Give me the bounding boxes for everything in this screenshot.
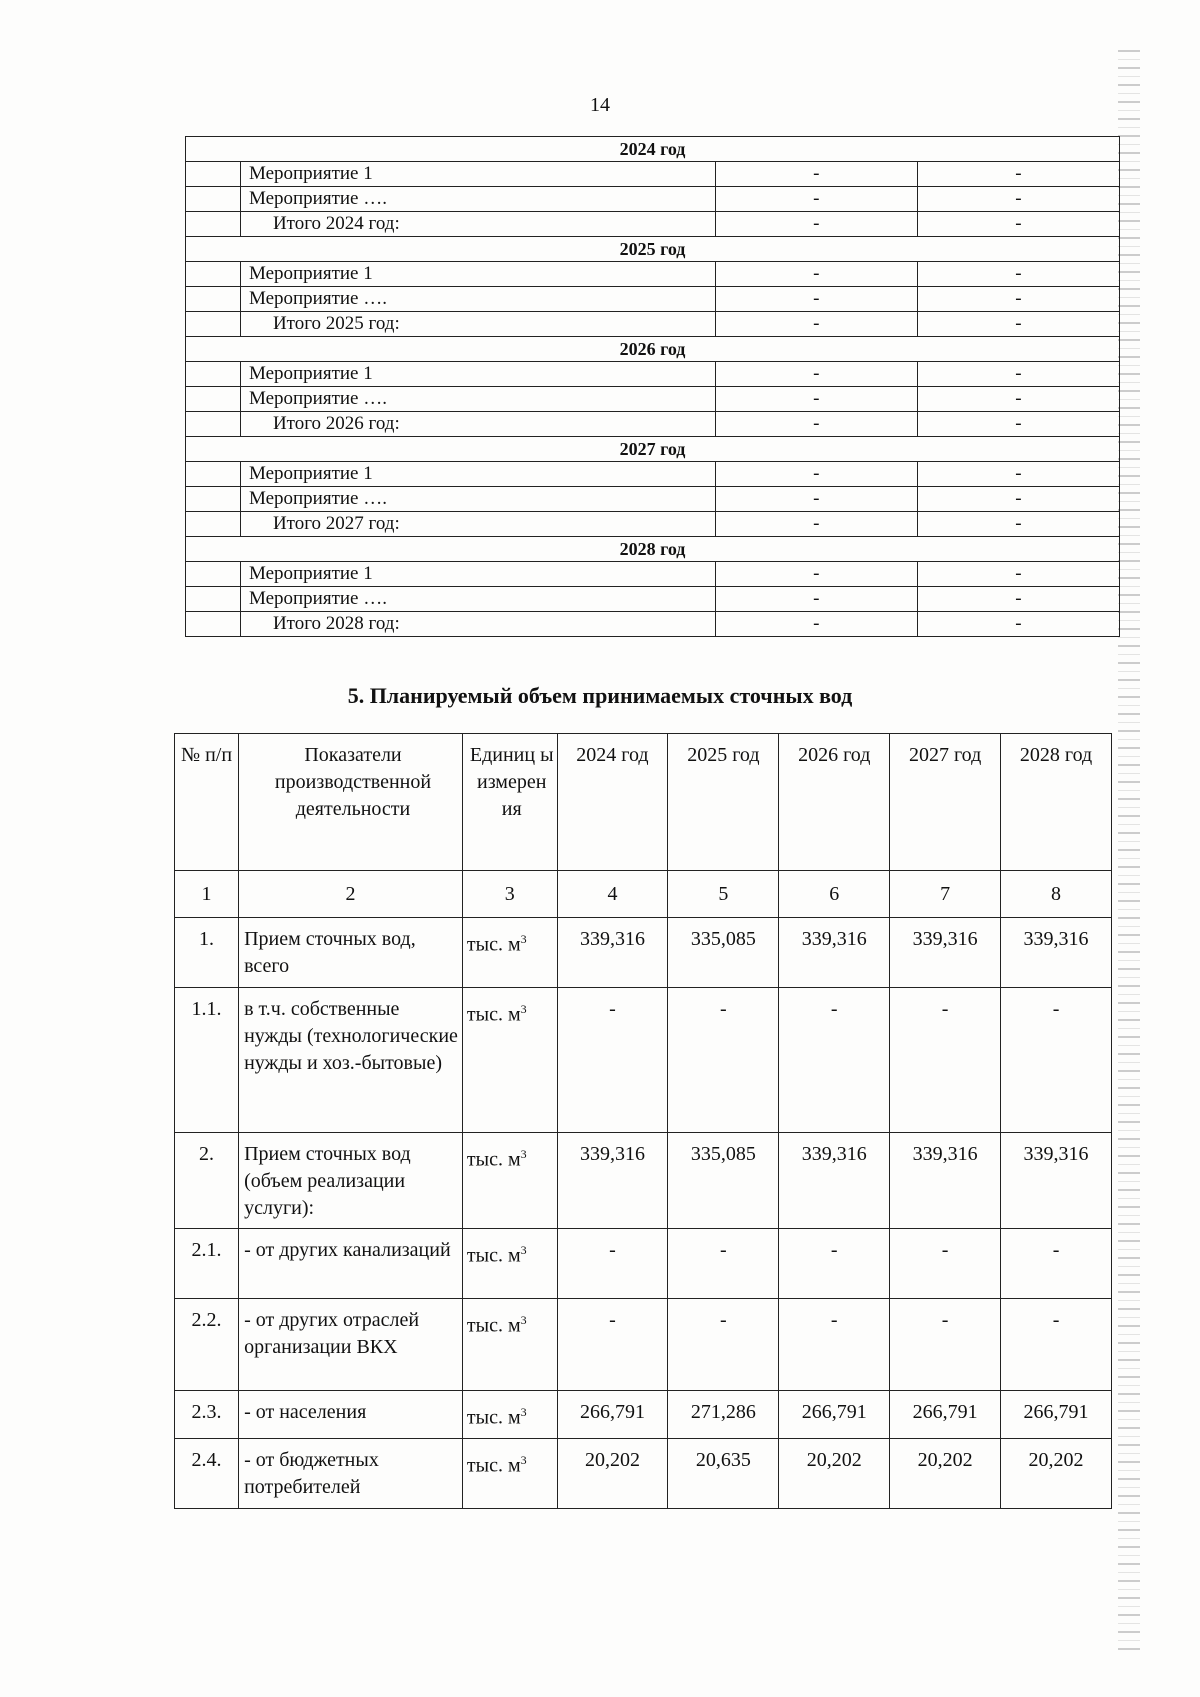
unit-base: тыс. м <box>466 933 521 956</box>
measure-name: Итого 2028 год: <box>240 612 715 637</box>
measure-num-cell <box>186 512 241 537</box>
measure-value-1: - <box>715 562 917 587</box>
measure-value-1: - <box>715 212 917 237</box>
measure-num-cell <box>186 162 241 187</box>
unit-cell <box>462 1299 557 1391</box>
measure-value-2: - <box>917 612 1119 637</box>
unit-base: тыс. м <box>466 1406 521 1429</box>
measure-value-2: - <box>917 262 1119 287</box>
measure-num-cell <box>186 412 241 437</box>
value-2025: - <box>668 1229 779 1299</box>
page-number: 14 <box>590 94 610 116</box>
measure-name: Мероприятие …. <box>240 287 715 312</box>
measure-value-2: - <box>917 362 1119 387</box>
measure-value-2: - <box>917 312 1119 337</box>
value-2024: 266,791 <box>557 1391 668 1439</box>
year-title: 2026 год <box>186 337 1120 362</box>
unit-cell <box>462 1229 557 1299</box>
measure-name: Мероприятие …. <box>240 487 715 512</box>
value-2025: 335,085 <box>668 918 779 988</box>
value-2026: - <box>779 1299 890 1391</box>
header-2027: 2027 год <box>890 734 1001 871</box>
value-2028: 339,316 <box>1001 918 1112 988</box>
measure-num-cell <box>186 587 241 612</box>
header-unit: Единиц ы измерен ия <box>462 734 557 871</box>
value-2026: 339,316 <box>779 1133 890 1229</box>
header-2028: 2028 год <box>1001 734 1112 871</box>
value-2026: 339,316 <box>779 918 890 988</box>
column-number: 7 <box>890 871 1001 918</box>
measure-row <box>186 162 1120 187</box>
value-2027: 339,316 <box>890 918 1001 988</box>
indicator-name: Прием сточных вод (объем реализации услуги): <box>239 1133 463 1229</box>
indicator-name: Прием сточных вод, всего <box>239 918 463 988</box>
year-title: 2027 год <box>186 437 1120 462</box>
measure-name: Итого 2025 год: <box>240 312 715 337</box>
value-2027: - <box>890 1299 1001 1391</box>
value-2028: - <box>1001 988 1112 1133</box>
measure-value-1: - <box>715 187 917 212</box>
value-2025: 20,635 <box>668 1439 779 1509</box>
measure-value-2: - <box>917 587 1119 612</box>
measure-value-1: - <box>715 512 917 537</box>
unit-base: тыс. м <box>466 1314 521 1337</box>
value-2025: 271,286 <box>668 1391 779 1439</box>
column-number: 1 <box>175 871 239 918</box>
measure-name: Итого 2027 год: <box>240 512 715 537</box>
measure-value-2: - <box>917 387 1119 412</box>
unit-exponent: 3 <box>520 932 527 946</box>
measure-row <box>186 462 1120 487</box>
header-num: № п/п <box>175 734 239 871</box>
volume-table-header <box>175 734 1112 918</box>
unit-exponent: 3 <box>520 1147 527 1161</box>
year-title: 2024 год <box>186 137 1120 162</box>
measure-name: Мероприятие …. <box>240 387 715 412</box>
measure-value-1: - <box>715 287 917 312</box>
measure-name: Мероприятие 1 <box>240 162 715 187</box>
measure-value-2: - <box>917 487 1119 512</box>
measure-value-2: - <box>917 462 1119 487</box>
measure-value-1: - <box>715 612 917 637</box>
indicator-name: - от других канализаций <box>239 1229 463 1299</box>
header-2026: 2026 год <box>779 734 890 871</box>
measure-value-1: - <box>715 587 917 612</box>
measure-value-1: - <box>715 387 917 412</box>
table-row <box>175 1229 1112 1299</box>
measure-value-2: - <box>917 562 1119 587</box>
row-number: 2.3. <box>175 1391 239 1439</box>
measure-value-1: - <box>715 462 917 487</box>
measure-name: Мероприятие …. <box>240 587 715 612</box>
unit-base: тыс. м <box>466 1003 521 1026</box>
scan-edge-artifact <box>1118 50 1140 1650</box>
indicator-name: - от бюджетных потребителей <box>239 1439 463 1509</box>
measure-row <box>186 187 1120 212</box>
header-2024: 2024 год <box>557 734 668 871</box>
measure-name: Мероприятие …. <box>240 187 715 212</box>
unit-exponent: 3 <box>520 1243 527 1257</box>
value-2024: - <box>557 1299 668 1391</box>
column-number: 4 <box>557 871 668 918</box>
measure-num-cell <box>186 287 241 312</box>
value-2024: 20,202 <box>557 1439 668 1509</box>
measure-num-cell <box>186 387 241 412</box>
measures-body <box>186 137 1120 637</box>
unit-cell <box>462 1439 557 1509</box>
value-2028: - <box>1001 1299 1112 1391</box>
measure-row <box>186 387 1120 412</box>
measure-name: Мероприятие 1 <box>240 362 715 387</box>
unit-cell <box>462 1391 557 1439</box>
year-header-row <box>186 537 1120 562</box>
measure-value-1: - <box>715 412 917 437</box>
volume-table-body <box>175 918 1112 1509</box>
year-title: 2025 год <box>186 237 1120 262</box>
value-2026: - <box>779 1229 890 1299</box>
column-number: 8 <box>1001 871 1112 918</box>
value-2028: 266,791 <box>1001 1391 1112 1439</box>
measure-row <box>186 487 1120 512</box>
measure-num-cell <box>186 562 241 587</box>
column-number: 6 <box>779 871 890 918</box>
measure-num-cell <box>186 187 241 212</box>
measure-name: Мероприятие 1 <box>240 262 715 287</box>
value-2026: 266,791 <box>779 1391 890 1439</box>
measure-num-cell <box>186 487 241 512</box>
measure-num-cell <box>186 462 241 487</box>
value-2027: - <box>890 1229 1001 1299</box>
table-row <box>175 1299 1112 1391</box>
measure-value-2: - <box>917 212 1119 237</box>
value-2028: - <box>1001 1229 1112 1299</box>
measure-name: Мероприятие 1 <box>240 562 715 587</box>
value-2026: 20,202 <box>779 1439 890 1509</box>
measure-row <box>186 612 1120 637</box>
year-title: 2028 год <box>186 537 1120 562</box>
row-number: 2.1. <box>175 1229 239 1299</box>
row-number: 2. <box>175 1133 239 1229</box>
value-2028: 20,202 <box>1001 1439 1112 1509</box>
table-row <box>175 1133 1112 1229</box>
measure-value-1: - <box>715 262 917 287</box>
value-2027: 339,316 <box>890 1133 1001 1229</box>
measure-name: Итого 2026 год: <box>240 412 715 437</box>
indicator-name: в т.ч. собственные нужды (технологические нужды и хоз.-бытовые) <box>239 988 463 1133</box>
value-2024: 339,316 <box>557 1133 668 1229</box>
unit-base: тыс. м <box>466 1454 521 1477</box>
unit-cell <box>462 918 557 988</box>
value-2028: 339,316 <box>1001 1133 1112 1229</box>
column-number: 3 <box>462 871 557 918</box>
measure-name: Мероприятие 1 <box>240 462 715 487</box>
unit-exponent: 3 <box>520 1453 527 1467</box>
row-number: 1.1. <box>175 988 239 1133</box>
row-number: 2.4. <box>175 1439 239 1509</box>
column-number: 5 <box>668 871 779 918</box>
section-title: 5. Планируемый объем принимаемых сточных вод <box>347 683 853 708</box>
wastewater-volume-table <box>174 733 1112 1509</box>
year-header-row <box>186 337 1120 362</box>
measure-value-2: - <box>917 512 1119 537</box>
indicator-name: - от населения <box>239 1391 463 1439</box>
header-2025: 2025 год <box>668 734 779 871</box>
measure-row <box>186 412 1120 437</box>
measure-value-1: - <box>715 362 917 387</box>
measure-num-cell <box>186 262 241 287</box>
value-2025: 335,085 <box>668 1133 779 1229</box>
unit-exponent: 3 <box>520 1002 527 1016</box>
value-2027: - <box>890 988 1001 1133</box>
measure-value-2: - <box>917 162 1119 187</box>
measure-value-2: - <box>917 187 1119 212</box>
measure-row <box>186 287 1120 312</box>
measure-value-2: - <box>917 287 1119 312</box>
measure-row <box>186 587 1120 612</box>
row-number: 2.2. <box>175 1299 239 1391</box>
value-2024: 339,316 <box>557 918 668 988</box>
measure-value-1: - <box>715 487 917 512</box>
value-2027: 20,202 <box>890 1439 1001 1509</box>
row-number: 1. <box>175 918 239 988</box>
year-header-row <box>186 237 1120 262</box>
header-row <box>175 734 1112 871</box>
measure-num-cell <box>186 212 241 237</box>
table-row <box>175 988 1112 1133</box>
value-2024: - <box>557 1229 668 1299</box>
measure-num-cell <box>186 362 241 387</box>
table-row <box>175 1439 1112 1509</box>
measure-value-1: - <box>715 162 917 187</box>
header-indicator: Показатели производственной деятельности <box>239 734 463 871</box>
value-2025: - <box>668 988 779 1133</box>
table-row <box>175 918 1112 988</box>
measure-row <box>186 212 1120 237</box>
unit-cell <box>462 988 557 1133</box>
measure-row <box>186 312 1120 337</box>
value-2024: - <box>557 988 668 1133</box>
measure-row <box>186 262 1120 287</box>
measures-table <box>185 136 1120 637</box>
column-number: 2 <box>239 871 463 918</box>
measure-num-cell <box>186 612 241 637</box>
table-row <box>175 1391 1112 1439</box>
unit-base: тыс. м <box>466 1148 521 1171</box>
unit-base: тыс. м <box>466 1244 521 1267</box>
measure-name: Итого 2024 год: <box>240 212 715 237</box>
measure-value-1: - <box>715 312 917 337</box>
unit-cell <box>462 1133 557 1229</box>
indicator-name: - от других отраслей организации ВКХ <box>239 1299 463 1391</box>
year-header-row <box>186 137 1120 162</box>
measure-num-cell <box>186 312 241 337</box>
unit-exponent: 3 <box>520 1405 527 1419</box>
measure-row <box>186 362 1120 387</box>
measure-row <box>186 562 1120 587</box>
column-number-row <box>175 871 1112 918</box>
year-header-row <box>186 437 1120 462</box>
value-2025: - <box>668 1299 779 1391</box>
measure-row <box>186 512 1120 537</box>
unit-exponent: 3 <box>520 1313 527 1327</box>
value-2027: 266,791 <box>890 1391 1001 1439</box>
value-2026: - <box>779 988 890 1133</box>
measure-value-2: - <box>917 412 1119 437</box>
